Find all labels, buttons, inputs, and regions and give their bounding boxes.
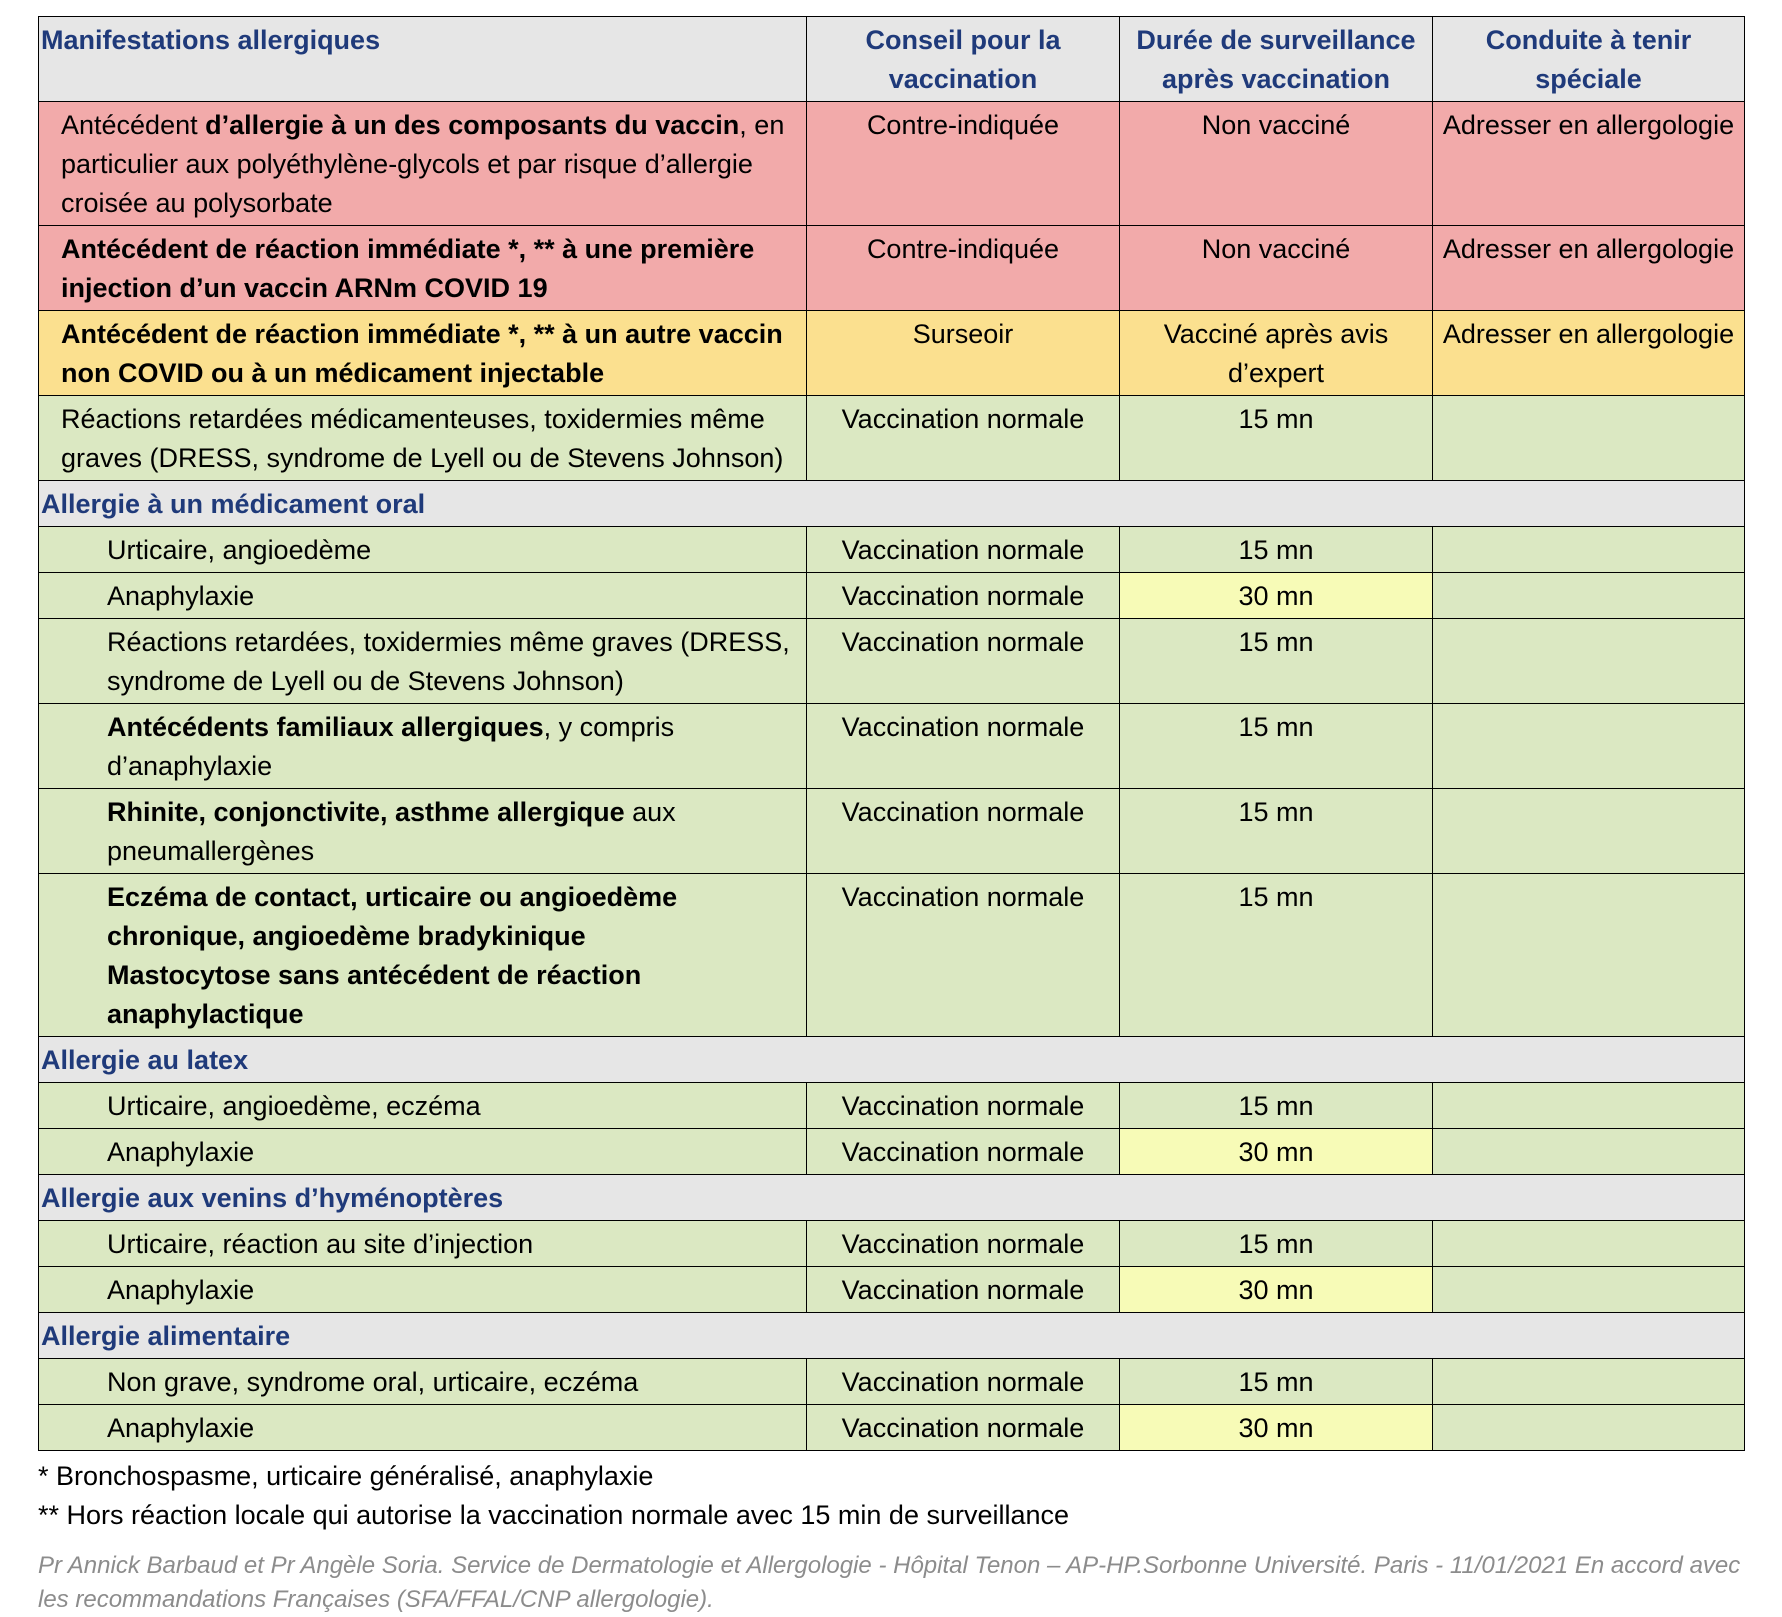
manifestation-cell: Non grave, syndrome oral, urticaire, eczéma xyxy=(39,1359,807,1405)
conduite-cell xyxy=(1433,1129,1745,1175)
manifestation-bold-text: Mastocytose sans antécédent de réaction anaphylactique xyxy=(107,960,642,1029)
duree-cell: 15 mn xyxy=(1120,1359,1433,1405)
header-manifestations: Manifestations allergiques xyxy=(39,17,807,102)
conduite-cell xyxy=(1433,789,1745,874)
conduite-cell xyxy=(1433,1083,1745,1129)
manifestation-text: , y compris d’anaphylaxie xyxy=(107,712,675,781)
conseil-cell: Vaccination normale xyxy=(807,1221,1120,1267)
conseil-cell: Contre-indiquée xyxy=(807,226,1120,311)
manifestation-cell: Réactions retardées, toxidermies même graves (DRESS, syndrome de Lyell ou de Stevens Johnson) xyxy=(39,619,807,704)
duree-cell: Non vacciné xyxy=(1120,226,1433,311)
credit-text: Pr Annick Barbaud et Pr Angèle Soria. Service de Dermatologie et Allergologie - Hôpital Tenon – AP-HP.Sorbonne Université. Paris - 11/01/2021 En accord avec les recommandations Françaises (SFA/FFAL/CNP allergologie). xyxy=(38,1552,1741,1613)
conseil-cell: Vaccination normale xyxy=(807,573,1120,619)
conseil-cell: Surseoir xyxy=(807,311,1120,396)
conduite-cell: Adresser en allergologie xyxy=(1433,226,1745,311)
duree-cell: Non vacciné xyxy=(1120,102,1433,226)
group-title: Allergie au latex xyxy=(39,1037,1745,1083)
duree-cell: 15 mn xyxy=(1120,789,1433,874)
conduite-cell xyxy=(1433,1221,1745,1267)
conseil-cell: Vaccination normale xyxy=(807,1129,1120,1175)
document xyxy=(38,16,1744,1617)
manifestation-cell: Antécédent de réaction immédiate *, ** à un autre vaccin non COVID ou à un médicament injectable xyxy=(39,311,807,396)
group-title: Allergie à un médicament oral xyxy=(39,481,1745,527)
table-row xyxy=(39,1267,1745,1313)
table-row xyxy=(39,527,1745,573)
header-conduite: Conduite à tenir spéciale xyxy=(1433,17,1745,102)
manifestation-cell xyxy=(39,789,807,874)
conduite-cell xyxy=(1433,619,1745,704)
conduite-cell xyxy=(1433,1267,1745,1313)
conseil-cell: Vaccination normale xyxy=(807,396,1120,481)
duree-cell: 15 mn xyxy=(1120,396,1433,481)
manifestation-text: aux pneumallergènes xyxy=(107,797,676,866)
duree-cell: 15 mn xyxy=(1120,874,1433,1037)
footnotes xyxy=(38,1457,1744,1535)
table-row xyxy=(39,1083,1745,1129)
conseil-cell: Contre-indiquée xyxy=(807,102,1120,226)
manifestation-bold-text: d’allergie à un des composants du vaccin xyxy=(205,110,740,140)
conduite-cell xyxy=(1433,1359,1745,1405)
table-row xyxy=(39,1221,1745,1267)
duree-cell: 15 mn xyxy=(1120,1221,1433,1267)
conseil-cell: Vaccination normale xyxy=(807,704,1120,789)
manifestation-bold-text: Eczéma de contact, urticaire ou angioedème chronique, angioedème bradykinique xyxy=(107,882,678,951)
conduite-cell xyxy=(1433,704,1745,789)
table-row xyxy=(39,619,1745,704)
duree-cell: 30 mn xyxy=(1120,1129,1433,1175)
table-row xyxy=(39,789,1745,874)
table-row xyxy=(39,573,1745,619)
manifestation-cell: Anaphylaxie xyxy=(39,1405,807,1451)
group-row-alim xyxy=(39,1313,1745,1359)
conduite-cell xyxy=(1433,1405,1745,1451)
duree-cell: 30 mn xyxy=(1120,1405,1433,1451)
table-row xyxy=(39,1359,1745,1405)
conduite-cell xyxy=(1433,874,1745,1037)
conduite-cell xyxy=(1433,527,1745,573)
conseil-cell: Vaccination normale xyxy=(807,789,1120,874)
manifestation-text: , en particulier aux polyéthylène-glycols et par risque d’allergie croisée au polysorbate xyxy=(61,110,785,218)
conduite-cell xyxy=(1433,396,1745,481)
manifestation-cell: Antécédent de réaction immédiate *, ** à une première injection d’un vaccin ARNm COVID 19 xyxy=(39,226,807,311)
group-row-venin xyxy=(39,1175,1745,1221)
table-row xyxy=(39,226,1745,311)
manifestation-bold-text: Antécédents familiaux allergiques xyxy=(107,712,544,742)
conseil-cell: Vaccination normale xyxy=(807,1359,1120,1405)
allergy-vaccination-table xyxy=(38,16,1745,1451)
duree-cell: 15 mn xyxy=(1120,704,1433,789)
conseil-cell: Vaccination normale xyxy=(807,874,1120,1037)
duree-cell: Vacciné après avis d’expert xyxy=(1120,311,1433,396)
footnote-2: ** Hors réaction locale qui autorise la vaccination normale avec 15 min de surveillance xyxy=(38,1500,1070,1530)
table-row xyxy=(39,102,1745,226)
manifestation-cell: Anaphylaxie xyxy=(39,573,807,619)
conduite-cell: Adresser en allergologie xyxy=(1433,102,1745,226)
group-title: Allergie aux venins d’hyménoptères xyxy=(39,1175,1745,1221)
manifestation-cell: Urticaire, angioedème, eczéma xyxy=(39,1083,807,1129)
manifestation-cell xyxy=(39,102,807,226)
table-row xyxy=(39,1129,1745,1175)
duree-cell: 15 mn xyxy=(1120,619,1433,704)
manifestation-cell xyxy=(39,874,807,1037)
footnote-1: * Bronchospasme, urticaire généralisé, anaphylaxie xyxy=(38,1461,654,1491)
manifestation-cell: Anaphylaxie xyxy=(39,1267,807,1313)
table-row xyxy=(39,396,1745,481)
duree-cell: 30 mn xyxy=(1120,573,1433,619)
duree-cell: 15 mn xyxy=(1120,1083,1433,1129)
header-duree: Durée de surveillance après vaccination xyxy=(1120,17,1433,102)
conseil-cell: Vaccination normale xyxy=(807,1405,1120,1451)
manifestation-cell: Anaphylaxie xyxy=(39,1129,807,1175)
manifestation-text: Antécédent xyxy=(61,110,206,140)
table-row xyxy=(39,874,1745,1037)
manifestation-cell: Urticaire, réaction au site d’injection xyxy=(39,1221,807,1267)
duree-cell: 30 mn xyxy=(1120,1267,1433,1313)
manifestation-bold-text: Rhinite, conjonctivite, asthme allergique xyxy=(107,797,625,827)
conseil-cell: Vaccination normale xyxy=(807,1267,1120,1313)
manifestation-cell: Urticaire, angioedème xyxy=(39,527,807,573)
table-row xyxy=(39,1405,1745,1451)
duree-cell: 15 mn xyxy=(1120,527,1433,573)
table-row xyxy=(39,704,1745,789)
manifestation-cell: Réactions retardées médicamenteuses, toxidermies même graves (DRESS, syndrome de Lyell ou de Stevens Johnson) xyxy=(39,396,807,481)
conseil-cell: Vaccination normale xyxy=(807,619,1120,704)
table-row xyxy=(39,311,1745,396)
manifestation-cell xyxy=(39,704,807,789)
header-row xyxy=(39,17,1745,102)
conduite-cell xyxy=(1433,573,1745,619)
header-conseil: Conseil pour la vaccination xyxy=(807,17,1120,102)
group-row-latex xyxy=(39,1037,1745,1083)
group-row-oral xyxy=(39,481,1745,527)
group-title: Allergie alimentaire xyxy=(39,1313,1745,1359)
conduite-cell: Adresser en allergologie xyxy=(1433,311,1745,396)
conseil-cell: Vaccination normale xyxy=(807,527,1120,573)
conseil-cell: Vaccination normale xyxy=(807,1083,1120,1129)
